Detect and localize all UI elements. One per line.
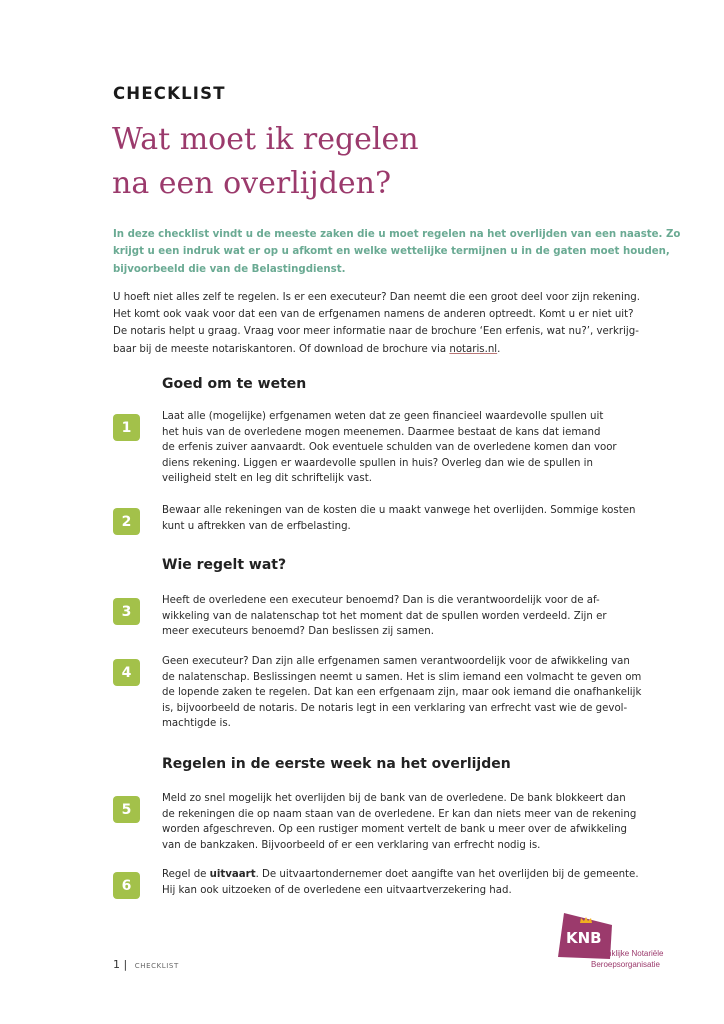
step-number-badge: 2: [113, 508, 140, 535]
title-line: na een overlijden?: [112, 166, 392, 201]
step-line: van de bankzaken. Bijvoorbeeld of er een verklaring van erfrecht nodig is.: [162, 839, 541, 851]
step-text: [162, 654, 641, 732]
step-line: [162, 867, 639, 883]
intro-line: krijgt u een indruk wat er op u afkomt en welke wettelijke termijnen u in de gaten moet houden,: [113, 246, 670, 258]
step-emphasis: uitvaart: [209, 869, 256, 880]
step-line: de lopende zaken te regelen. Dat kan een erfgenaam zijn, maar ook iemand die onafhankelijk: [162, 687, 642, 699]
step-line: Geen executeur? Dan zijn alle erfgenamen samen verantwoordelijk voor de afwikkeling van: [162, 656, 630, 667]
step-number-badge: 6: [113, 872, 140, 899]
step-line: diens rekening. Liggen er waardevolle spullen in huis? Overleg dan wie de spullen in: [162, 457, 593, 469]
step-line: worden afgeschreven. Op een rustiger moment vertelt de bank u meer over de afwikkeling: [162, 824, 628, 836]
body-line: Het komt ook vaak voor dat een van de erfgenamen namens de anderen optreedt. Komt u er niet uit?: [113, 309, 634, 321]
step-text: [162, 503, 635, 534]
step-line: Hij kan ook uitzoeken of de overledene een uitvaartverzekering had.: [162, 884, 512, 896]
step-line: Bewaar alle rekeningen van de kosten die u maakt vanwege het overlijden. Sommige kosten: [162, 505, 636, 516]
body-line: U hoeft niet alles zelf te regelen. Is er een executeur? Dan neemt die een groot deel voor zijn rekening.: [113, 292, 640, 303]
body-text: baar bij de meeste notariskantoren. Of download de brochure via: [113, 343, 450, 355]
step-line: Heeft de overledene een executeur benoemd? Dan is die verantwoordelijk voor de af-: [162, 595, 600, 606]
section-heading: Goed om te weten: [162, 376, 307, 392]
step-line: de rekeningen die op naam staan van de overledene. Er kan dan niets meer van de rekening: [162, 808, 637, 820]
step-line: machtigde is.: [162, 718, 231, 730]
page-title: [112, 118, 419, 206]
body-line: De notaris helpt u graag. Vraag voor meer informatie naar de brochure ‘Een erfenis, wat nu?’, verkrijg-: [113, 326, 639, 338]
step-line: de erfenis zuiver aanvaardt. Ook eventuele schulden van de overledene komen dan voor: [162, 442, 617, 454]
section-heading: Wie regelt wat?: [162, 557, 287, 573]
step-line: veiligheid stelt en leg dit schriftelijk vast.: [162, 473, 372, 485]
step-text: [162, 867, 639, 898]
page-number: 1: [113, 958, 120, 971]
document-kicker: CHECKLIST: [113, 84, 226, 103]
step-text: [162, 593, 607, 640]
step-line: wikkeling van de nalatenschap tot het moment dat de spullen worden verdeeld. Zijn er: [162, 610, 607, 622]
body-paragraph: [113, 289, 640, 358]
knb-logo: [558, 913, 678, 975]
body-text: .: [497, 343, 501, 355]
svg-text:KNB: KNB: [566, 929, 602, 947]
step-number-badge: 4: [113, 659, 140, 686]
step-line: Laat alle (mogelijke) erfgenamen weten dat ze geen financieel waardevolle spullen uit: [162, 411, 604, 422]
step-line: Meld zo snel mogelijk het overlijden bij de bank van de overledene. De bank blokkeert dan: [162, 793, 626, 804]
footer-separator: |: [123, 958, 128, 971]
footer-label: CHECKLIST: [134, 962, 179, 970]
intro-line: bijvoorbeeld die van de Belastingdienst.: [113, 263, 346, 275]
title-line: Wat moet ik regelen: [112, 122, 419, 157]
step-text-part: Regel de: [162, 869, 210, 880]
step-line: de nalatenschap. Beslissingen neemt u samen. Het is slim iemand een volmacht te geven om: [162, 671, 642, 683]
intro-paragraph: [113, 226, 680, 278]
step-number-badge: 5: [113, 796, 140, 823]
logo-line: Koninklijke Notariële: [591, 949, 664, 958]
notaris-link[interactable]: notaris.nl: [449, 343, 498, 355]
step-text-part: . De uitvaartondernemer doet aangifte van het overlijden bij de gemeente.: [255, 869, 639, 880]
step-line: het huis van de overledene mogen meenemen. Daarmee bestaat de kans dat iemand: [162, 426, 601, 438]
body-line: [113, 341, 640, 358]
intro-line: In deze checklist vindt u de meeste zaken die u moet regelen na het overlijden van een naaste. Zo: [113, 229, 681, 240]
step-text: [162, 791, 636, 853]
step-line: kunt u aftrekken van de erfbelasting.: [162, 520, 351, 532]
step-line: meer executeurs benoemd? Dan beslissen zij samen.: [162, 626, 434, 638]
step-line: is, bijvoorbeeld de notaris. De notaris legt in een verklaring van erfrecht vast wie de gevol-: [162, 702, 628, 714]
section-heading: Regelen in de eerste week na het overlijden: [162, 756, 511, 772]
logo-line: Beroepsorganisatie: [591, 960, 660, 969]
step-number-badge: 1: [113, 414, 140, 441]
step-text: [162, 409, 617, 487]
page-footer: [113, 958, 179, 971]
step-number-badge: 3: [113, 598, 140, 625]
